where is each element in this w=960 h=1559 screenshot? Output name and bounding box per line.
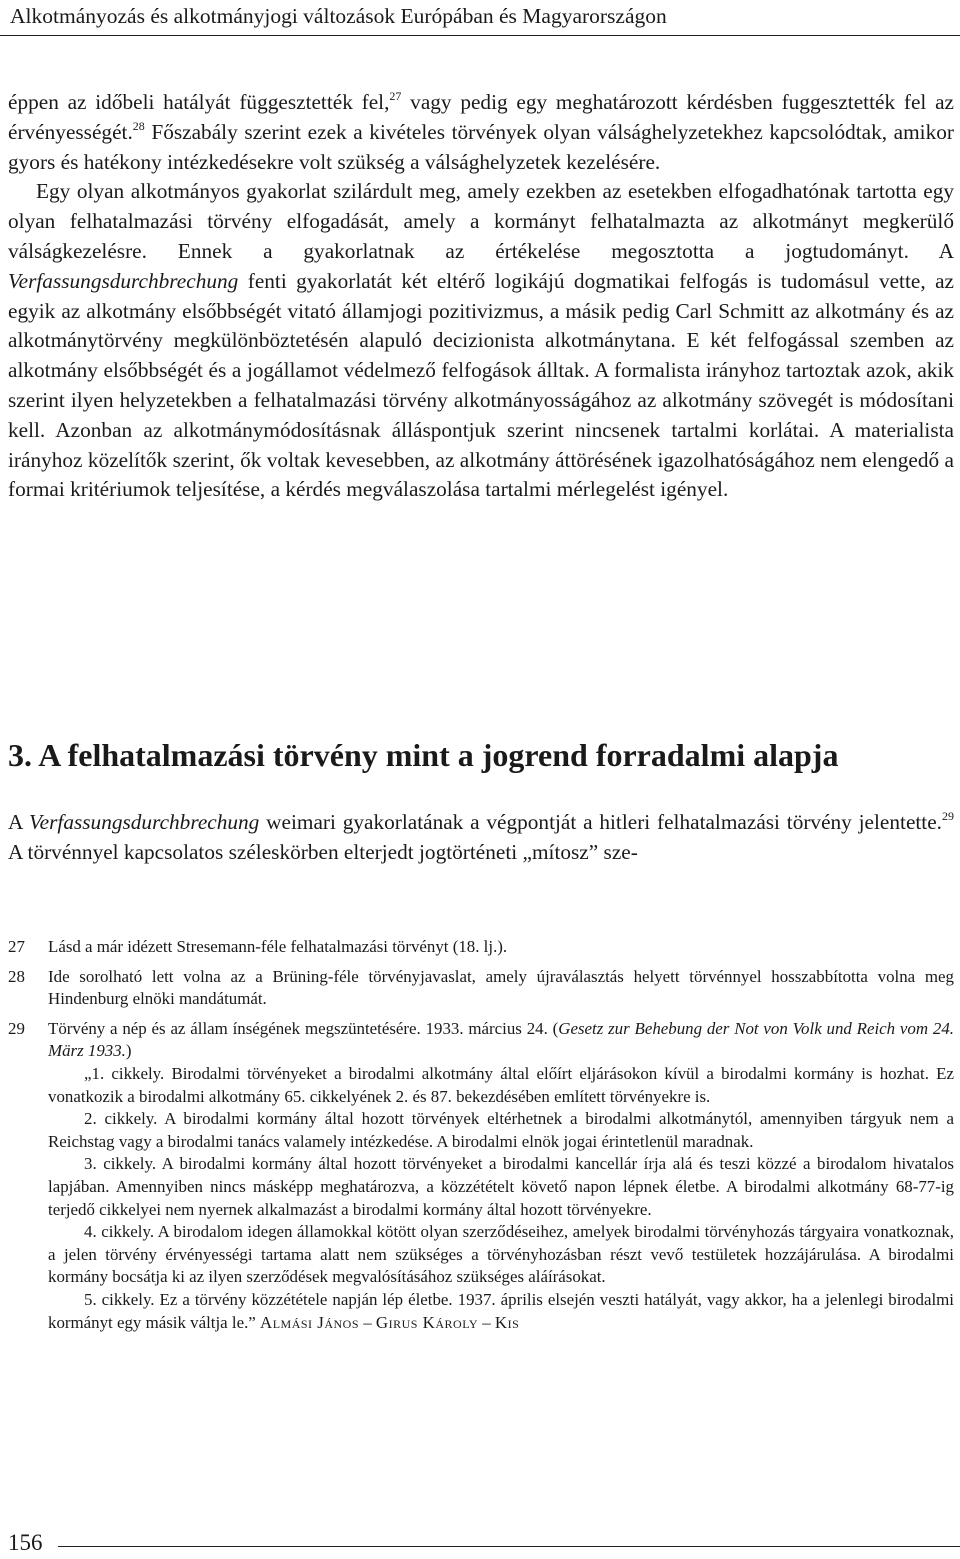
text: fenti gyakorlatát két eltérő logikájú dogmatikai felfogás is tudomásul vette, az egyik az alkotmány elsőbbségét vitató államjogi pozitivizmus, a másik pedig Carl Schmitt az alkotmány és az alkotmánytörvény megkülönböztetésén alapuló decizionista alkotmánytana. E két felfogással szemben az alkotmány elsőbbségét és a jogállamot védelmező felfogások álltak. A formalista irányhoz tartoztak azok, akik szerint ilyen helyzetekben a felhatalmazási törvény alkotmányosságához az alkotmány szövegét is módosítani kell. Azonban az alkotmánymódosításnak álláspontjuk szerint nincsenek tartalmi korlátai. A materialista irányhoz közelítők szerint, ők voltak kevesebben, az alkotmány áttörésének igazolhatóságához nem elengedő a formai kritériumok teljesítése, a kérdés megválaszolása tartalmi mérlegelést igényel. xyxy=(8,268,954,502)
dash: – xyxy=(359,1312,376,1332)
footnotes xyxy=(8,936,954,1341)
italic-title: Gesetz zur Behebung der Not von Volk und Reich vom 24. März 1933. xyxy=(48,1018,954,1061)
text: weimari gyakorlatának a végpontját a hitleri felhatalmazási törvény jelentette. xyxy=(259,810,943,834)
running-head: Alkotmányozás és alkotmányjogi változások Európában és Magyarországon xyxy=(10,4,667,28)
text: Főszabály szerint ezek a kivételes törvények olyan válsághelyzetekhez kapcsolódtak, amikor gyors és hatékony intézkedésekre volt szükség a válsághelyzetek kezelésére. xyxy=(8,119,954,174)
article-4: 4. cikkely. A birodalom idegen államokkal kötött olyan szerződéseihez, amelyek birodalmi törvényhozás tárgyaira vonatkoznak, a jelen törvény érvényességi tartama alatt nem szükséges a törvényhozásban részt vevő testületek hozzájárulása. A birodalmi kormány bocsátja ki az ilyen szerződések megvalósításához szükséges aláírásokat. xyxy=(48,1222,954,1287)
text: 5. cikkely. Ez a törvény közzététele napján lép életbe. 1937. április elsején veszti hatályát, vagy akkor, ha a jelenlegi birodalmi kormányt egy másik váltja le.” xyxy=(48,1289,954,1332)
author-name: Almási János xyxy=(260,1312,360,1332)
text: éppen az időbeli hatályát függesztették fel, xyxy=(8,90,390,114)
text: A törvénnyel kapcsolatos széleskörben elterjedt jogtörténeti „mítosz” sze- xyxy=(8,839,638,864)
footnote-number: 29 xyxy=(8,1018,25,1038)
footnote-28 xyxy=(8,966,954,1011)
footnote-intro xyxy=(48,1018,954,1063)
footnote-number: 28 xyxy=(8,966,25,986)
footnote-ref-29[interactable]: 29 xyxy=(942,809,955,823)
text: ) xyxy=(125,1041,132,1061)
article-5 xyxy=(48,1289,954,1334)
paragraph-1 xyxy=(8,88,954,177)
article-3: 3. cikkely. A birodalmi kormány által hozott törvényeket a birodalmi kancellár írja alá és teszi közzé a birodalom hivatalos lapjában. Amennyiben nincs másképp meghatározva, a közzétételt követő napon lépnek életbe. A birodalmi alkotmány 68-77-ig terjedő cikkelyei nem nyernek alkalmazást a birodalmi kormány által hozott törvényekre. xyxy=(48,1154,954,1219)
section-text xyxy=(8,808,954,868)
author-name: Kis xyxy=(494,1312,520,1332)
section-paragraph xyxy=(8,808,954,868)
footnote-ref-28[interactable]: 28 xyxy=(132,118,145,133)
italic-term: Verfassungsdurchbrechung xyxy=(8,268,239,293)
page-number: 156 xyxy=(8,1530,43,1555)
footer-rule xyxy=(58,1546,960,1547)
author-name: Girus Károly xyxy=(375,1312,479,1332)
footnote-29 xyxy=(8,1018,954,1334)
text: vagy pedig egy meghatározott kérdésben fuggesztették fel az érvényességét. xyxy=(8,90,954,144)
footnote-number: 27 xyxy=(8,937,25,956)
header-rule xyxy=(0,35,960,36)
footnote-ref-27[interactable]: 27 xyxy=(389,89,402,103)
body-text xyxy=(8,88,954,505)
footnote-text: Ide sorolható lett volna az a Brüning-féle törvényjavaslat, amely újraválasztás helyett törvénnyel hosszabbította volna meg Hindenburg elnöki mandátumát. xyxy=(48,966,954,1009)
footnote-text: Lásd a már idézett Stresemann-féle felhatalmazási törvényt (18. lj.). xyxy=(48,937,508,956)
footnote-27 xyxy=(8,936,954,959)
section-heading: 3. A felhatalmazási törvény mint a jogrend forradalmi alapja xyxy=(8,737,839,773)
paragraph-2 xyxy=(8,177,954,505)
text: Törvény a nép és az állam ínségének megszüntetésére. 1933. március 24. ( xyxy=(48,1018,559,1038)
text: A xyxy=(8,810,30,834)
italic-term: Verfassungsdurchbrechung xyxy=(29,810,260,834)
dash: – xyxy=(478,1312,495,1332)
article-1: „1. cikkely. Birodalmi törvényeket a birodalmi alkotmány által előírt eljárásokon kívül a birodalmi kormány is hozhat. Ez vonatkozik a birodalmi alkotmány 65. cikkelyének 2. és 87. bekezdésében említett törvényekre is. xyxy=(48,1063,954,1106)
text: Egy olyan alkotmányos gyakorlat szilárdult meg, amely ezekben az esetekben elfogadhatónak tartotta egy olyan felhatalmazási törvény elfogadását, amely a kormányt felhatalmazta az alkotmányt megkerülő válságkezelésre. Ennek a gyakorlatnak az értékelése megosztotta a jogtudományt. A xyxy=(8,179,954,263)
article-2: 2. cikkely. A birodalmi kormány által hozott törvények eltérhetnek a birodalmi alkotmánytól, amennyiben tárgyuk nem a Reichstag vagy a birodalmi tanács valamely intézkedése. A birodalmi elnök jogai érintetlenül maradnak. xyxy=(48,1109,954,1151)
